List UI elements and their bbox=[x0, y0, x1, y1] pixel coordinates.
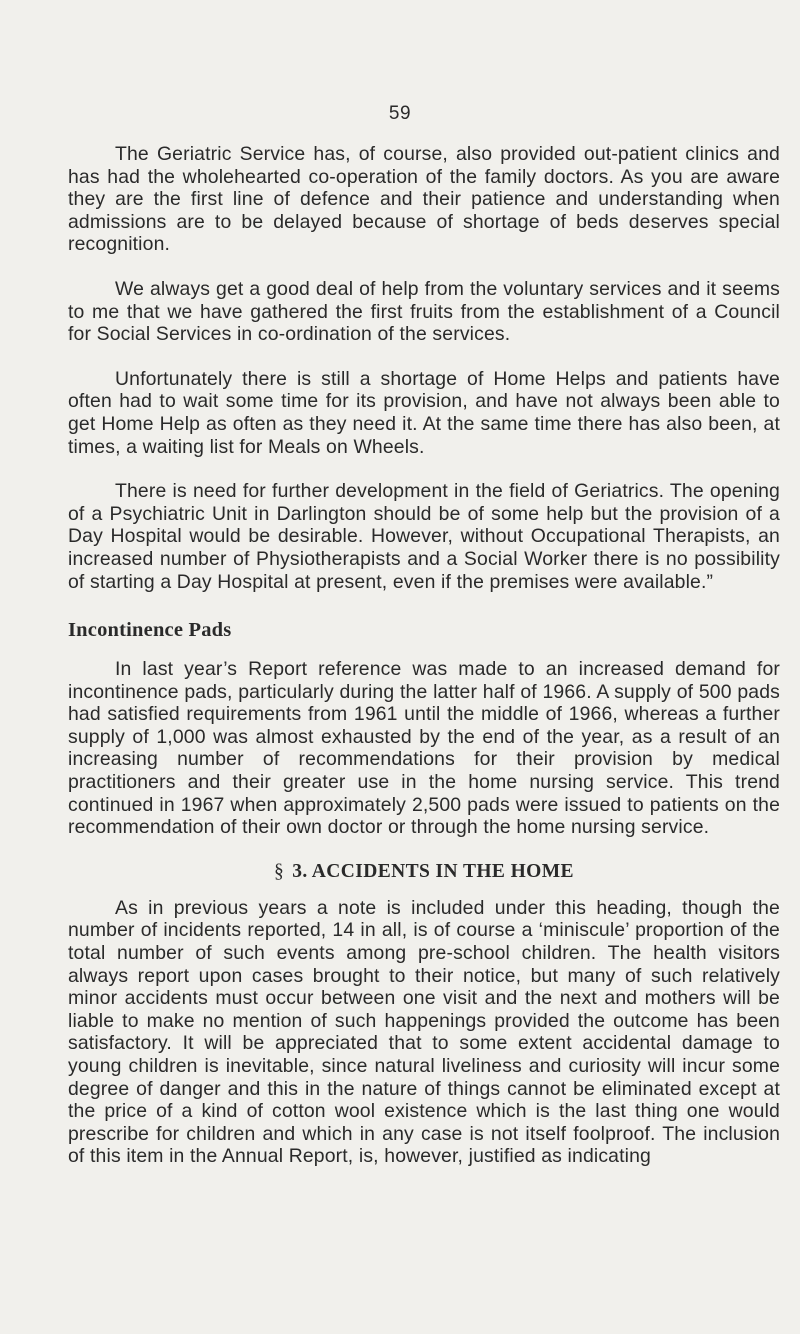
paragraph-accidents-in-home: As in previous years a note is included under this heading, though the number of incidents reported, 14 in all, is of course a ‘miniscule’ proportion of the total number of such events among pre-school children. The health visitors always report upon cases brought to their notice, but many of such relatively minor accidents must occur between one visit and the next and mothers will be liable to make no mention of such happenings provided the outcome has been satisfactory. It will be appreciated that to some extent accidental damage to young children is inevitable, since natural liveliness and curiosity will incur some degree of danger and this in the nature of things cannot be eliminated except at the price of a kind of cotton wool existence which is the last thing one would prescribe for children and which in any case is not itself foolproof. The inclusion of this item in the Annual Report, is, however, justified as indicating bbox=[68, 896, 780, 1168]
page-content bbox=[68, 143, 780, 1181]
paragraph-geriatric-service: The Geriatric Service has, of course, also provided out-patient clinics and has had the wholehearted co-operation of the family doctors. As you are aware they are the first line of defence and their patience and understanding when admissions are to be delayed because of shortage of beds deserves special recognition. bbox=[68, 143, 780, 256]
section-symbol: § bbox=[274, 860, 285, 882]
section-heading-text: 3. ACCIDENTS IN THE HOME bbox=[292, 860, 574, 882]
page-number: 59 bbox=[388, 103, 412, 124]
paragraph-home-helps: Unfortunately there is still a shortage of Home Helps and patients have often had to wait some time for its provision, and have not always been able to get Home Help as often as they need it. At the same time there has also been, at times, a waiting list for Meals on Wheels. bbox=[68, 367, 780, 458]
paragraph-geriatrics-development: There is need for further development in the field of Geriatrics. The opening of a Psychiatric Unit in Darlington should be of some help but the provision of a Day Hospital would be desirable. However, without Occupational Therapists, an increased number of Physiotherapists and a Social Worker there is no possibility of starting a Day Hospital at present, even if the premises were available.” bbox=[68, 480, 780, 593]
paragraph-voluntary-services: We always get a good deal of help from the voluntary services and it seems to me that we have gathered the first fruits from the establishment of a Council for Social Services in co-ordination of the services. bbox=[68, 277, 780, 346]
paragraph-incontinence-pads: In last year’s Report reference was made to an increased demand for incontinence pads, particularly during the latter half of 1966. A supply of 500 pads had satisfied requirements from 1961 until the middle of 1966, whereas a further supply of 1,000 was almost exhausted by the end of the year, as a result of an increasing number of recommendations for their provision by medical practitioners and their greater use in the home nursing service. This trend continued in 1967 when approximately 2,500 pads were issued to patients on the recommendation of their own doctor or through the home nursing service. bbox=[68, 658, 780, 839]
section-heading-accidents bbox=[68, 861, 780, 883]
heading-incontinence-pads: Incontinence Pads bbox=[68, 619, 232, 642]
